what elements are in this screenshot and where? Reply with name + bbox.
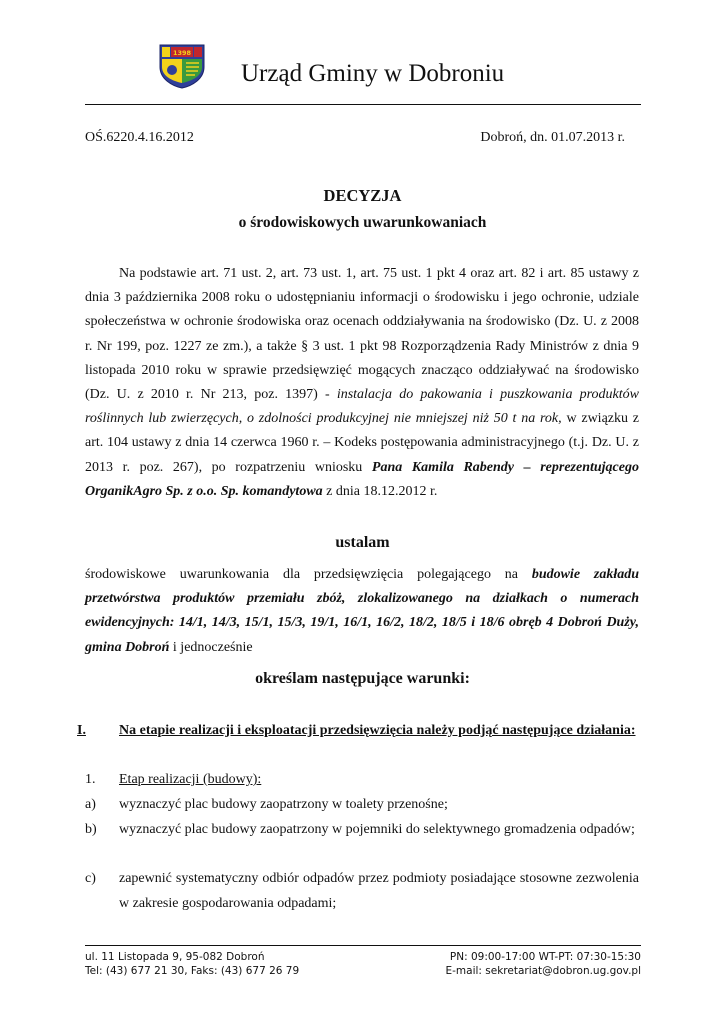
document-title: DECYZJA	[323, 186, 402, 205]
project-outro: i jednocześnie	[169, 639, 253, 655]
section-I	[77, 719, 639, 744]
list-item-text: wyznaczyć plac budowy zaopatrzony w toalety przenośne;	[119, 797, 448, 812]
list-item-label: c)	[85, 871, 96, 886]
office-name: Urząd Gminy w Dobroniu	[241, 60, 505, 87]
installation-type: instalacja do pakowania i puszkowania produktów roślinnych lub zwierzęcych, o zdolności produkcyjnej nie mniejszej niż 50 t na rok,	[85, 387, 639, 427]
list-item	[85, 793, 639, 818]
section-heading: Na etapie realizacji i eksploatacji przedsięwzięcia należy podjąć następujące działania:	[119, 723, 636, 738]
footer-email: E-mail: sekretariat@dobron.ug.gov.pl	[445, 965, 641, 977]
header-divider	[85, 104, 641, 105]
legal-basis-text: Na podstawie art. 71 ust. 2, art. 73 ust. 1, art. 75 ust. 1 pkt 4 oraz art. 82 i art. 85 ustawy z dnia 3 października 2008 roku o udostępnianiu informacji o środowisku i jego ochronie, udziale społeczeństwa w ochronie środowiska oraz ocenach oddziaływania na środowisko (Dz. U. z 2008 r. Nr 199, poz. 1227 ze zm.), a także § 3 ust. 1 pkt 98 Rozporządzenia Rady Ministrów z dnia 9 listopada 2010 roku w sprawie przedsięwzięć mogących znacząco oddziaływać na środowisko (Dz. U. z 2010 r. Nr 213, poz. 1397) -	[85, 266, 639, 403]
list-item-text: Etap realizacji (budowy):	[119, 772, 262, 787]
coat-of-arms-icon	[158, 43, 206, 89]
project-description: budowie zakładu przetwórstwa produktów przemiału zbóż, zlokalizowanego na działkach o numerach ewidencyjnych: 14/1, 14/3, 15/1, 15/3, 19/1, 16/1, 16/2, 18/2, 18/5 i 18/6 obręb 4 Dobroń Duży, gmina Dobroń	[85, 567, 639, 655]
heading-conditions: określam następujące warunki:	[255, 670, 470, 687]
footer-phone: Tel: (43) 677 21 30, Faks: (43) 677 26 79	[85, 965, 300, 977]
project-paragraph	[85, 563, 639, 660]
list-item	[85, 867, 639, 916]
crest-year: 1398	[172, 49, 192, 57]
document-subtitle: o środowiskowych uwarunkowaniach	[238, 214, 487, 231]
footer-divider	[85, 945, 641, 946]
case-number: OŚ.6220.4.16.2012	[85, 130, 194, 145]
list-item-label: b)	[85, 822, 97, 837]
list-item-label: a)	[85, 797, 96, 812]
legal-basis-text-cont: w związku z art. 104 ustawy z dnia 14 czerwca 1960 r. – Kodeks postępowania administracyjnego (t.j. Dz. U. z 2013 r. poz. 267), po rozpatrzeniu wniosku	[85, 411, 639, 475]
list-item	[85, 768, 639, 793]
place-date: Dobroń, dn. 01.07.2013 r.	[480, 130, 625, 145]
legal-basis-paragraph	[85, 262, 639, 504]
list-item	[85, 818, 639, 843]
footer-hours: PN: 09:00-17:00 WT-PT: 07:30-15:30	[449, 951, 641, 963]
reference-line	[85, 130, 625, 146]
list-item-text: zapewnić systematyczny odbiór odpadów przez podmioty posiadające stosowne zezwolenia w zakresie gospodarowania odpadami;	[119, 871, 639, 911]
section-numeral: I.	[77, 723, 86, 738]
application-date: z dnia 18.12.2012 r.	[322, 483, 438, 499]
list-item-label: 1.	[85, 772, 96, 787]
list-item-text: wyznaczyć plac budowy zaopatrzony w pojemniki do selektywnego gromadzenia odpadów;	[119, 822, 635, 837]
project-intro: środowiskowe uwarunkowania dla przedsięwzięcia polegającego na	[85, 567, 532, 582]
footer-address: ul. 11 Listopada 9, 95-082 Dobroń	[85, 951, 265, 963]
applicant-name: Pana Kamila Rabendy – reprezentującego OrganikAgro Sp. z o.o. Sp. komandytowa	[85, 459, 639, 499]
heading-ustalam: ustalam	[335, 534, 390, 551]
